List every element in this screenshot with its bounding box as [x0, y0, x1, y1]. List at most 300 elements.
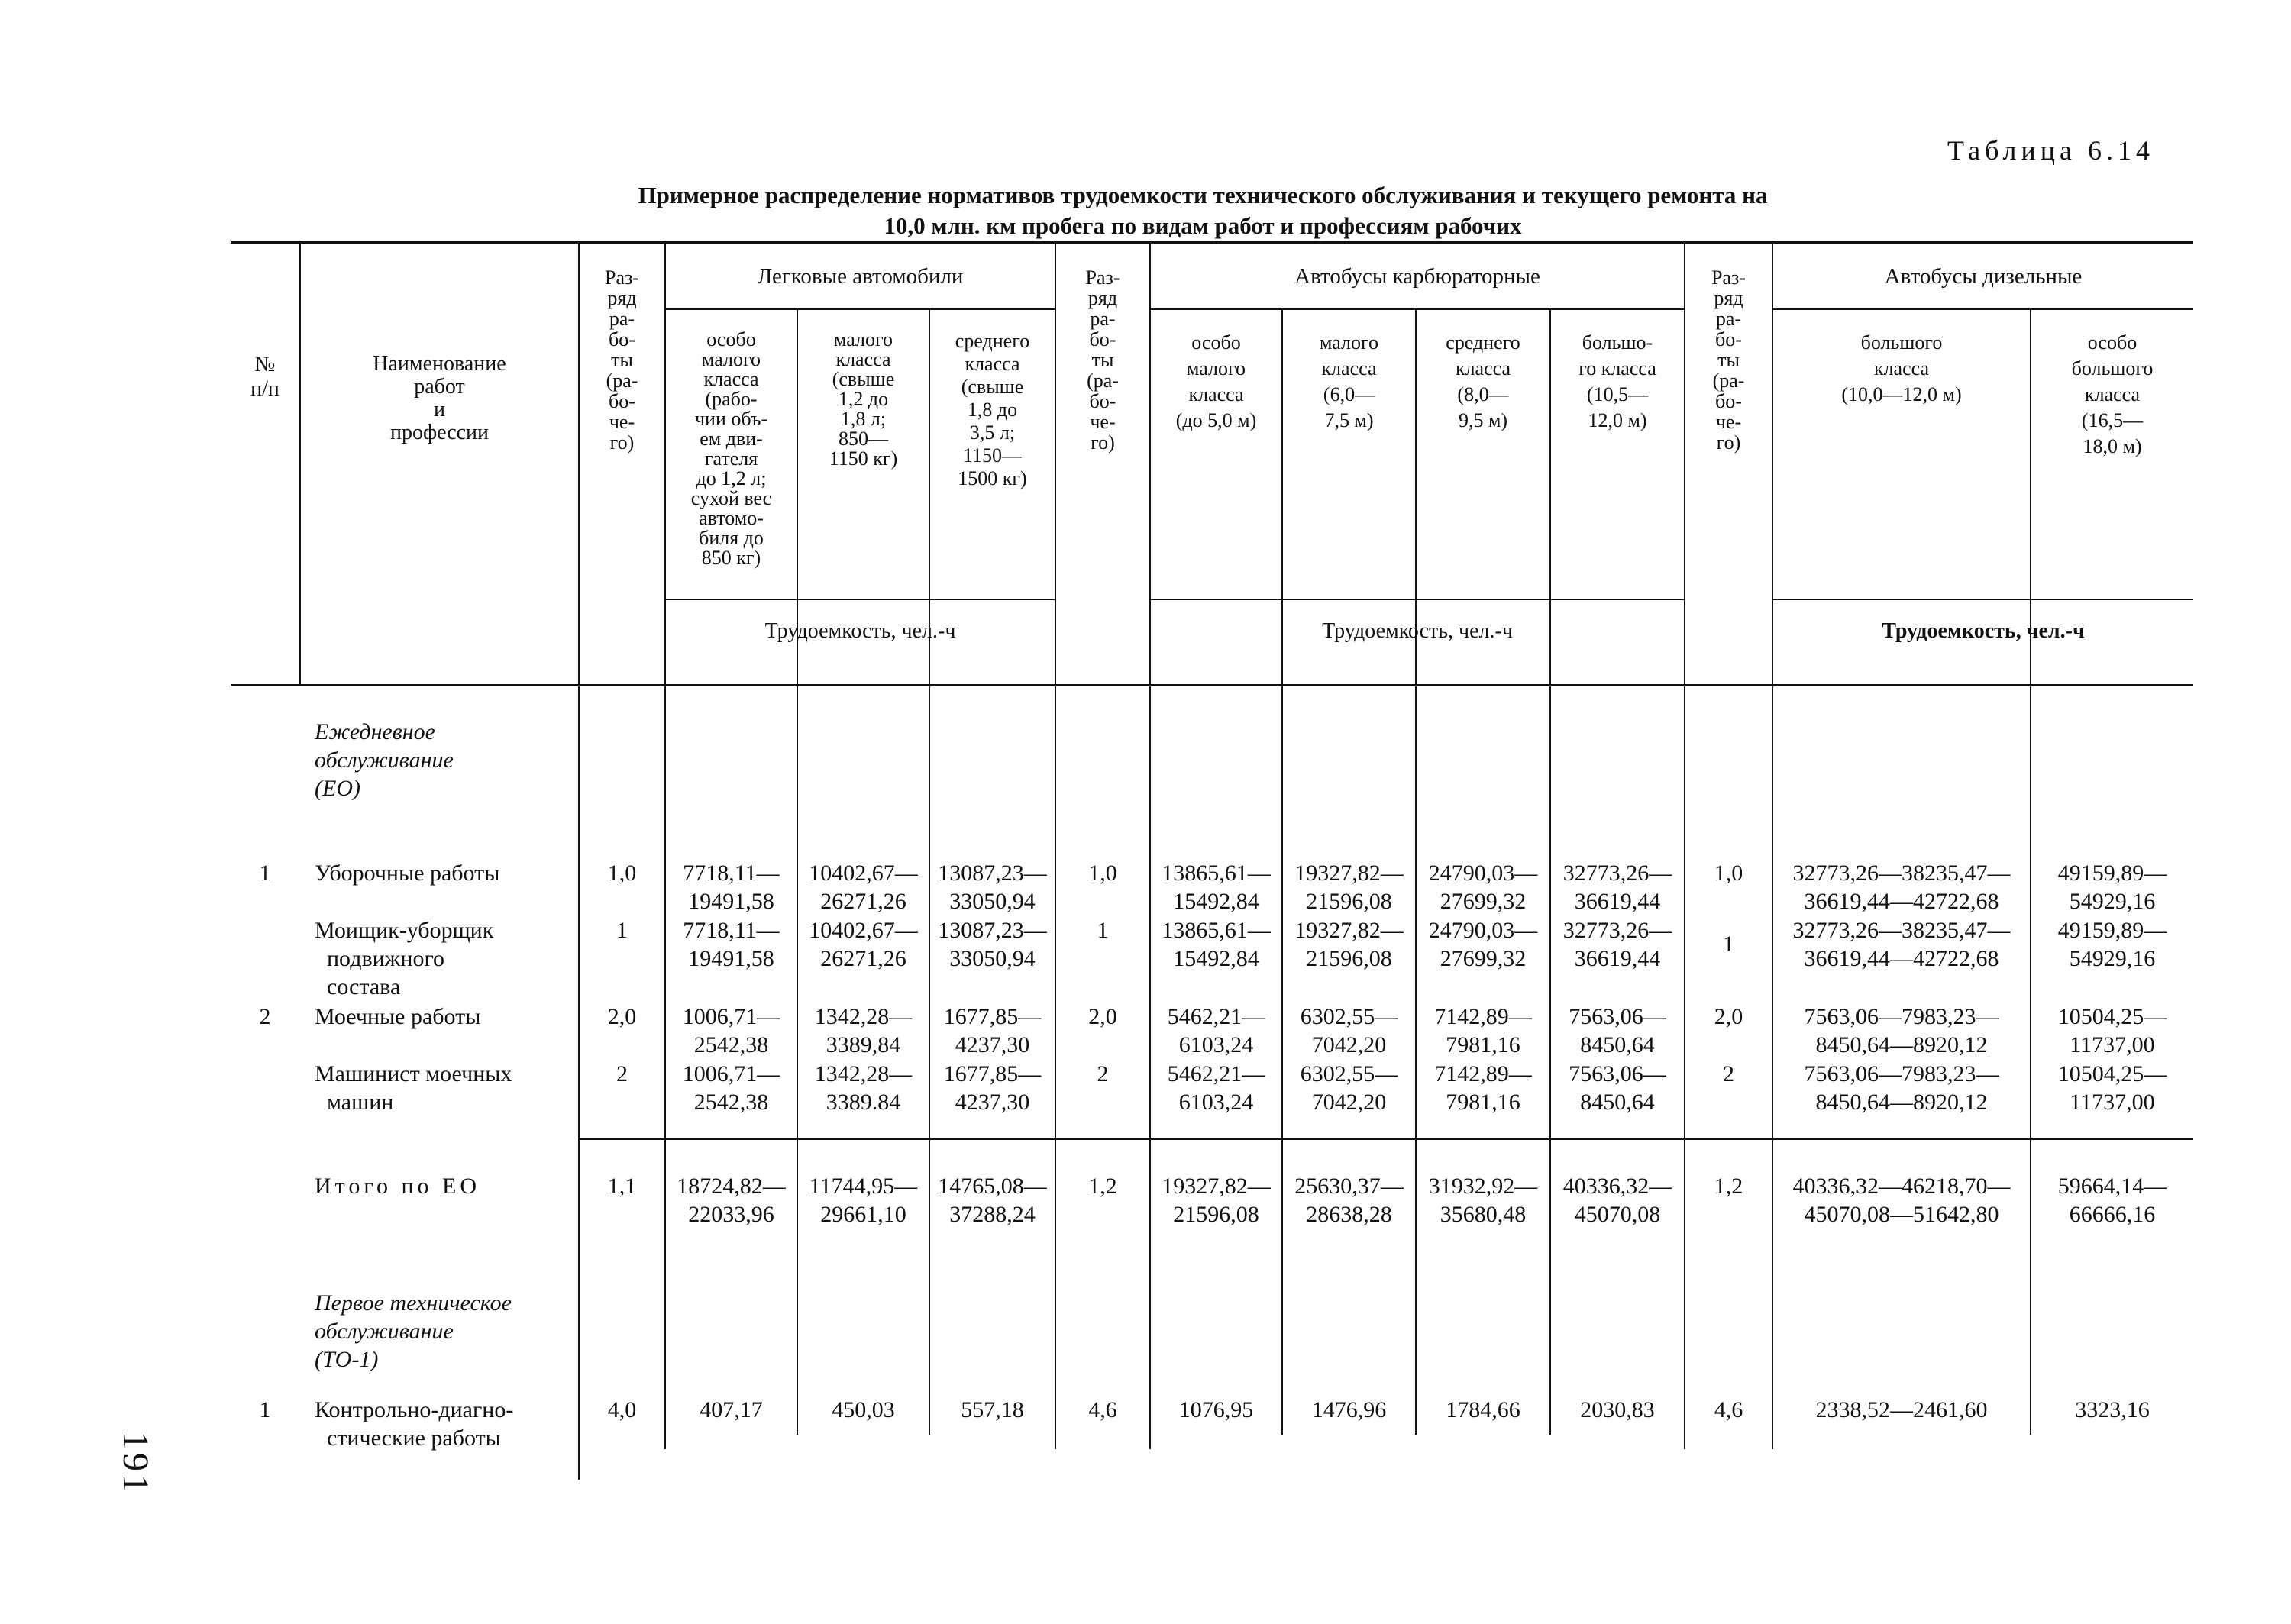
cell-b4 — [1551, 859, 1684, 915]
cell-value: 5462,21— — [1167, 1061, 1265, 1086]
rule-sub-bus — [1149, 308, 1684, 310]
cell-value: 2 — [259, 1004, 271, 1029]
cell-r2 — [1056, 1002, 1149, 1031]
cell-b3 — [1417, 1172, 1549, 1228]
cell-r1 — [580, 1060, 664, 1088]
cell-value: 2542,38 — [693, 1090, 769, 1115]
cell-value: 21596,08 — [1306, 889, 1392, 914]
header-car-col-1 — [666, 330, 797, 568]
cell-d2 — [2031, 1060, 2193, 1116]
header-diesel-col-1 — [1773, 330, 2030, 408]
rule-sub-diesel — [1772, 308, 2193, 310]
carb2-l3: (6,0— — [1323, 383, 1375, 405]
cell-value: 21596,08 — [1306, 946, 1392, 971]
cell-value: 33050,94 — [949, 946, 1036, 971]
razryad3-l1: Раз- — [1711, 266, 1746, 289]
cell-b3 — [1417, 1060, 1549, 1116]
cell-value: 8450,64—8920,12 — [1815, 1090, 1988, 1115]
car3-l7: 1500 кг) — [958, 467, 1027, 489]
car3-l4: 1,8 до — [967, 399, 1018, 421]
cell-value: 1342,28— — [814, 1004, 913, 1029]
razryad3-l4: бо- — [1715, 328, 1742, 350]
cell-b4 — [1551, 1002, 1684, 1059]
carb4-l2: го класса — [1578, 357, 1656, 379]
cell-r3 — [1685, 1002, 1772, 1031]
cell-b4 — [1551, 1396, 1684, 1424]
cell-c3 — [930, 859, 1055, 915]
cell-b3 — [1417, 859, 1549, 915]
razryad2-l5: ты — [1091, 349, 1114, 371]
cell-value: 13865,61— — [1162, 860, 1271, 886]
rule-sub-cars — [666, 308, 1055, 310]
cell-r3 — [1685, 930, 1772, 958]
car2-l6: 850— — [839, 428, 888, 450]
cell-b3 — [1417, 1002, 1549, 1059]
row-name — [315, 1396, 513, 1452]
car2-l2: класса — [835, 348, 891, 370]
rule-top — [231, 241, 2193, 244]
cell-c1 — [666, 1396, 797, 1424]
cell-value: 40336,32—46218,70— — [1792, 1174, 2011, 1199]
labor-label-bus — [1151, 620, 1684, 642]
row-name-line: Контрольно-диагно- — [315, 1397, 514, 1422]
row-name-line: подвижного — [327, 946, 445, 971]
car3-l2: класса — [965, 353, 1020, 375]
cell-value: 2 — [616, 1061, 628, 1086]
cell-value: 7718,11— — [683, 918, 780, 943]
row-name-line: Машинист моечных — [315, 1061, 512, 1086]
cell-value: 15492,84 — [1173, 946, 1259, 971]
cell-value: 10402,67— — [809, 918, 918, 943]
cell-value: 1 — [259, 1397, 271, 1422]
cell-b2 — [1283, 1002, 1415, 1059]
car3-l5: 3,5 л; — [969, 421, 1016, 444]
diesel1-l2: класса — [1873, 357, 1930, 379]
cell-value: 13865,61— — [1162, 918, 1271, 943]
diesel1-l3: (10,0—12,0 м) — [1841, 383, 1962, 405]
cell-value: 11737,00 — [2070, 1032, 2155, 1057]
carb1-l1: особо — [1191, 331, 1241, 354]
group-cars-label: Легковые автомобили — [757, 264, 964, 289]
cell-value: 19491,58 — [688, 889, 774, 914]
cell-value: 26271,26 — [820, 946, 906, 971]
cell-r2 — [1056, 859, 1149, 887]
cell-num — [231, 1396, 299, 1424]
cell-b1 — [1151, 916, 1281, 973]
razryad2-l9: го) — [1091, 431, 1115, 454]
cell-value: 7563,06—7983,23— — [1804, 1004, 1999, 1029]
cell-value: 32773,26— — [1562, 860, 1672, 886]
header-group-bus-diesel — [1773, 266, 2193, 288]
cell-value: 36619,44—42722,68 — [1804, 946, 1999, 971]
cell-value: 2030,83 — [1580, 1397, 1655, 1422]
cell-value: 8450,64 — [1580, 1032, 1655, 1057]
cell-value: 29661,10 — [820, 1202, 906, 1227]
cell-value: 3323,16 — [2075, 1397, 2150, 1422]
row-name-line: Итого по ЕО — [315, 1174, 480, 1199]
cell-c2 — [798, 1396, 929, 1424]
cell-b4 — [1551, 1172, 1684, 1228]
cell-value: 1784,66 — [1446, 1397, 1520, 1422]
diesel2-l5: 18,0 м) — [2083, 435, 2142, 457]
car1-l12: 850 кг) — [701, 547, 761, 569]
razryad1-l8: че- — [609, 411, 635, 433]
row-name — [315, 859, 499, 887]
section-eo-l3: (ЕО) — [315, 776, 360, 801]
header-name-l2: работ — [414, 375, 465, 399]
cell-num — [231, 1002, 299, 1031]
cell-d2 — [2031, 1396, 2193, 1424]
carb1-l4: (до 5,0 м) — [1175, 409, 1257, 431]
cell-value: 24790,03— — [1428, 918, 1538, 943]
cell-b3 — [1417, 916, 1549, 973]
diesel2-l4: (16,5— — [2081, 409, 2144, 431]
cell-value: 2 — [1097, 1061, 1109, 1086]
cell-value: 1076,95 — [1178, 1397, 1254, 1422]
car2-l4: 1,2 до — [838, 388, 889, 410]
header-razryad-3 — [1685, 267, 1772, 453]
cell-value: 7981,16 — [1446, 1090, 1520, 1115]
cell-value: 4237,30 — [955, 1032, 1030, 1057]
header-name-l1: Наименование — [373, 352, 506, 376]
razryad1-l3: ра- — [609, 308, 635, 330]
carb2-l2: класса — [1321, 357, 1377, 379]
cell-r1 — [580, 1172, 664, 1200]
cell-c2 — [798, 1172, 929, 1228]
vline-razryad3-right — [1772, 243, 1773, 1449]
cell-value: 1,1 — [607, 1174, 637, 1199]
razryad3-l6: (ра- — [1712, 370, 1745, 392]
header-name-l3: и — [434, 398, 445, 421]
razryad2-l3: ра- — [1090, 308, 1116, 330]
cell-value: 1,2 — [1088, 1174, 1117, 1199]
cell-c3 — [930, 1172, 1055, 1228]
cell-value: 49159,89— — [2057, 860, 2167, 886]
cell-r2 — [1056, 1396, 1149, 1424]
cell-value: 7142,89— — [1434, 1061, 1532, 1086]
header-razryad-2 — [1056, 267, 1149, 453]
cell-num — [231, 859, 299, 887]
cell-c1 — [666, 1060, 797, 1116]
cell-value: 1 — [616, 918, 628, 943]
cell-value: 13087,23— — [938, 918, 1047, 943]
razryad1-l4: бо- — [609, 328, 635, 350]
cell-value: 1,0 — [607, 860, 637, 886]
razryad3-l5: ты — [1717, 349, 1740, 371]
razryad1-l7: бо- — [609, 390, 635, 412]
title-line-1: Примерное распределение нормативов трудоемкости технического обслуживания и текущего ремонта на — [638, 182, 1768, 208]
razryad1-l9: го) — [609, 431, 635, 454]
cell-c2 — [798, 1060, 929, 1116]
cell-value: 19327,82— — [1294, 860, 1404, 886]
cell-value: 32773,26— — [1562, 918, 1672, 943]
cell-b2 — [1283, 859, 1415, 915]
razryad1-l5: ты — [611, 349, 633, 371]
row-name-line: Моищик-уборщик — [315, 918, 494, 943]
cell-c1 — [666, 1172, 797, 1228]
cell-value: 2542,38 — [693, 1032, 769, 1057]
row-name — [315, 916, 493, 1001]
cell-value: 7563,06— — [1569, 1061, 1666, 1086]
labor-bus-text: Трудоемкость, чел.-ч — [1322, 619, 1513, 643]
razryad2-l1: Раз- — [1085, 266, 1120, 289]
header-carb-col-3 — [1417, 330, 1549, 434]
cell-value: 557,18 — [961, 1397, 1024, 1422]
section-eo-l1: Ежедневное — [315, 719, 435, 744]
car3-l3: (свыше — [961, 376, 1024, 398]
cell-value: 19491,58 — [688, 946, 774, 971]
carb2-l4: 7,5 м) — [1324, 409, 1374, 431]
cell-value: 10504,25— — [2057, 1061, 2167, 1086]
car1-l9: сухой вес — [690, 487, 772, 509]
cell-b2 — [1283, 1172, 1415, 1228]
cell-value: 6302,55— — [1300, 1061, 1398, 1086]
cell-b1 — [1151, 1396, 1281, 1424]
razryad2-l6: (ра- — [1087, 370, 1119, 392]
title-line-2: 10,0 млн. км пробега по видам работ и профессиям рабочих — [884, 212, 1522, 239]
section-to1 — [315, 1289, 512, 1374]
cell-value: 26271,26 — [820, 889, 906, 914]
cell-value: 32773,26—38235,47— — [1792, 860, 2011, 886]
cell-r2 — [1056, 1172, 1149, 1200]
cell-value: 7042,20 — [1311, 1090, 1387, 1115]
cell-b1 — [1151, 859, 1281, 915]
cell-c1 — [666, 1002, 797, 1059]
cell-value: 19327,82— — [1162, 1174, 1271, 1199]
cell-value: 27699,32 — [1440, 889, 1527, 914]
cell-value: 24790,03— — [1428, 860, 1538, 886]
cell-d2 — [2031, 1172, 2193, 1228]
cell-value: 6302,55— — [1300, 1004, 1398, 1029]
labor-cars-text: Трудоемкость, чел.-ч — [764, 619, 956, 643]
cell-value: 19327,82— — [1294, 918, 1404, 943]
cell-value: 14765,08— — [938, 1174, 1047, 1199]
cell-d1 — [1773, 859, 2030, 915]
cell-b4 — [1551, 916, 1684, 973]
cell-r3 — [1685, 1172, 1772, 1200]
cell-b1 — [1151, 1002, 1281, 1059]
header-carb-col-1 — [1151, 330, 1281, 434]
cell-value: 10402,67— — [809, 860, 918, 886]
cell-c3 — [930, 1396, 1055, 1424]
car1-l7: гателя — [704, 447, 758, 470]
cell-d1 — [1773, 1172, 2030, 1228]
cell-d1 — [1773, 1060, 2030, 1116]
razryad1-l6: (ра- — [606, 370, 638, 392]
cell-value: 15492,84 — [1173, 889, 1259, 914]
cell-c3 — [930, 1002, 1055, 1059]
cell-value: 2,0 — [607, 1004, 637, 1029]
cell-value: 6103,24 — [1178, 1032, 1254, 1057]
car1-l11: биля до — [699, 527, 764, 549]
cell-value: 10504,25— — [2057, 1004, 2167, 1029]
row-name-line: Уборочные работы — [315, 860, 500, 886]
cell-b4 — [1551, 1060, 1684, 1116]
cell-value: 31932,92— — [1428, 1174, 1538, 1199]
car1-l10: автомо- — [699, 507, 764, 529]
section-to1-l1: Первое техническое — [315, 1290, 512, 1316]
section-eo — [315, 718, 454, 802]
table-title — [535, 180, 1871, 241]
car2-l3: (свыше — [832, 368, 895, 390]
section-eo-l2: обслуживание — [315, 747, 454, 773]
header-razryad-1 — [580, 267, 664, 453]
table-label: Таблица 6.14 — [1947, 135, 2154, 166]
cell-value: 1 — [259, 860, 271, 886]
cell-r3 — [1685, 1060, 1772, 1088]
car1-l5: чии объ- — [694, 408, 768, 430]
cell-value: 7718,11— — [683, 860, 780, 886]
cell-b3 — [1417, 1396, 1549, 1424]
cell-b2 — [1283, 916, 1415, 973]
cell-value: 3389,84 — [826, 1032, 901, 1057]
cell-d1 — [1773, 916, 2030, 973]
cell-value: 4,6 — [1714, 1397, 1743, 1422]
cell-b1 — [1151, 1172, 1281, 1228]
cell-value: 33050,94 — [949, 889, 1036, 914]
cell-r2 — [1056, 1060, 1149, 1088]
cell-value: 37288,24 — [949, 1202, 1036, 1227]
cell-value: 28638,28 — [1306, 1202, 1392, 1227]
group-bus-carb-label: Автобусы карбюраторные — [1294, 264, 1540, 289]
cell-value: 7563,06—7983,23— — [1804, 1061, 1999, 1086]
cell-value: 1 — [1097, 918, 1109, 943]
cell-value: 2,0 — [1714, 1004, 1743, 1029]
header-num-l2: п/п — [250, 377, 280, 401]
header-name-l4: профессии — [389, 421, 490, 444]
cell-value: 21596,08 — [1173, 1202, 1259, 1227]
car3-l1: среднего — [955, 330, 1030, 352]
cell-value: 2,0 — [1088, 1004, 1117, 1029]
header-car-col-2 — [798, 330, 929, 469]
cell-value: 11744,95— — [809, 1174, 918, 1199]
cell-value: 1677,85— — [943, 1061, 1042, 1086]
page-number: 191 — [115, 1432, 156, 1496]
cell-value: 1,0 — [1088, 860, 1117, 886]
cell-c2 — [798, 916, 929, 973]
cell-value: 1,0 — [1714, 860, 1743, 886]
rule-labor-cars — [666, 599, 1055, 600]
diesel2-l1: особо — [2087, 331, 2138, 354]
cell-r1 — [580, 1002, 664, 1031]
carb3-l4: 9,5 м) — [1458, 409, 1508, 431]
row-name — [315, 1060, 512, 1116]
car1-l8: до 1,2 л; — [696, 467, 767, 489]
cell-c2 — [798, 859, 929, 915]
cell-d2 — [2031, 1002, 2193, 1059]
carb4-l1: большо- — [1582, 331, 1653, 354]
car1-l3: класса — [703, 368, 759, 390]
cell-d1 — [1773, 1396, 2030, 1424]
cell-b1 — [1151, 1060, 1281, 1116]
cell-value: 13087,23— — [938, 860, 1047, 886]
cell-value: 2338,52—2461,60 — [1815, 1397, 1988, 1422]
cell-value: 11737,00 — [2070, 1090, 2155, 1115]
cell-value: 25630,37— — [1294, 1174, 1404, 1199]
cell-value: 8450,64 — [1580, 1090, 1655, 1115]
cell-value: 1677,85— — [943, 1004, 1042, 1029]
diesel2-l2: большого — [2071, 357, 2154, 379]
header-group-bus-carb — [1151, 266, 1684, 288]
cell-value: 1,2 — [1714, 1174, 1743, 1199]
cell-value: 1 — [1723, 931, 1734, 957]
cell-r2 — [1056, 916, 1149, 944]
cell-value: 5462,21— — [1167, 1004, 1265, 1029]
cell-value: 2 — [1723, 1061, 1734, 1086]
razryad2-l7: бо- — [1089, 390, 1116, 412]
car1-l6: ем дви- — [700, 428, 763, 450]
cell-value: 1006,71— — [682, 1004, 780, 1029]
labor-diesel-text: Трудоемкость, чел.-ч — [1882, 619, 2085, 643]
cell-value: 4237,30 — [955, 1090, 1030, 1115]
carb3-l3: (8,0— — [1457, 383, 1509, 405]
razryad1-l1: Раз- — [605, 266, 639, 289]
cell-value: 7042,20 — [1311, 1032, 1387, 1057]
car2-l1: малого — [833, 328, 893, 350]
razryad2-l2: ряд — [1087, 287, 1118, 309]
row-name — [315, 1002, 480, 1031]
cell-value: 45070,08—51642,80 — [1804, 1202, 1999, 1227]
cell-d2 — [2031, 916, 2193, 973]
cell-value: 27699,32 — [1440, 946, 1527, 971]
car2-l7: 1150 кг) — [829, 447, 898, 470]
razryad3-l8: че- — [1715, 411, 1742, 433]
cell-value: 32773,26—38235,47— — [1792, 918, 2011, 943]
car2-l5: 1,8 л; — [840, 408, 887, 430]
header-num-l1: № — [254, 353, 276, 376]
cell-value: 18724,82— — [677, 1174, 786, 1199]
cell-value: 40336,32— — [1562, 1174, 1672, 1199]
cell-c2 — [798, 1002, 929, 1059]
rule-labor-bus — [1149, 599, 1684, 600]
header-group-cars — [666, 266, 1055, 288]
cell-value: 4,0 — [607, 1397, 637, 1422]
vline-num — [299, 243, 301, 684]
rule-total — [578, 1138, 2193, 1140]
cell-r1 — [580, 859, 664, 887]
labor-label-diesel — [1773, 620, 2193, 642]
razryad2-l4: бо- — [1089, 328, 1116, 350]
cell-d1 — [1773, 1002, 2030, 1059]
rule-header-bottom — [231, 684, 2193, 686]
razryad3-l3: ра- — [1715, 308, 1742, 330]
header-carb-col-4 — [1551, 330, 1684, 434]
cell-value: 54929,16 — [2069, 889, 2156, 914]
cell-r1 — [580, 1396, 664, 1424]
car3-l6: 1150— — [962, 444, 1023, 467]
labor-label-cars — [666, 620, 1055, 642]
cell-value: 1006,71— — [682, 1061, 780, 1086]
row-name-line: машин — [327, 1090, 394, 1115]
diesel2-l3: класса — [2084, 383, 2141, 405]
cell-r3 — [1685, 1396, 1772, 1424]
row-name-line: стические работы — [327, 1425, 501, 1451]
cell-value: 22033,96 — [688, 1202, 774, 1227]
razryad2-l8: че- — [1090, 411, 1116, 433]
cell-value: 4,6 — [1088, 1397, 1117, 1422]
carb4-l3: (10,5— — [1586, 383, 1649, 405]
cell-r3 — [1685, 859, 1772, 887]
car1-l4: (рабо- — [705, 388, 758, 410]
carb1-l3: класса — [1188, 383, 1244, 405]
car1-l2: малого — [701, 348, 761, 370]
cell-value: 59664,14— — [2057, 1174, 2167, 1199]
cell-d2 — [2031, 859, 2193, 915]
razryad3-l9: го) — [1716, 431, 1741, 454]
cell-r1 — [580, 916, 664, 944]
header-car-col-3 — [930, 330, 1055, 490]
section-to1-l2: обслуживание — [315, 1319, 454, 1344]
